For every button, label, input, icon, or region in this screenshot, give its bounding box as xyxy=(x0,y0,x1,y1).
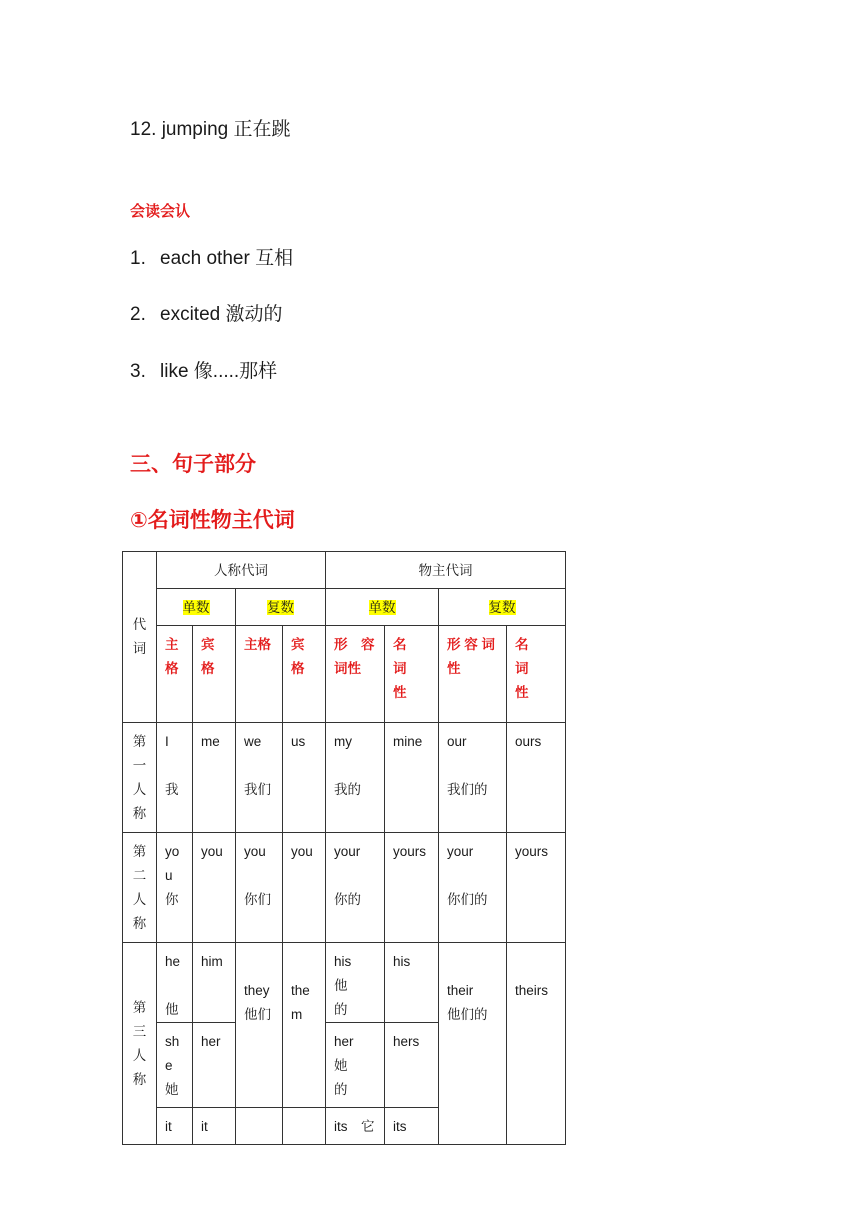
list-item-text: excited 激动的 xyxy=(160,304,283,325)
cell: my 我的 xyxy=(326,723,385,833)
vocab-item-12: 12. jumping 正在跳 xyxy=(130,119,291,140)
cell: our 我们的 xyxy=(439,723,507,833)
list-item-number: 1. xyxy=(130,248,146,269)
cell: hers xyxy=(385,1023,439,1108)
cell: he 他 xyxy=(157,943,193,1023)
cell: I 我 xyxy=(157,723,193,833)
header-subject: 主格 xyxy=(236,626,283,723)
header-subject: 主 格 xyxy=(157,626,193,723)
table-row xyxy=(123,723,566,833)
table-corner: 代 词 xyxy=(123,552,157,723)
cell: you xyxy=(283,833,326,943)
cell: your 你的 xyxy=(326,833,385,943)
cell: its 它 xyxy=(326,1108,385,1145)
header-singular: 单数 xyxy=(368,600,396,615)
list-item xyxy=(130,299,282,326)
table-row xyxy=(123,833,566,943)
cell: us xyxy=(283,723,326,833)
cell: ours xyxy=(507,723,566,833)
cell: its xyxy=(385,1108,439,1145)
cell: their 他们的 xyxy=(439,943,507,1145)
list-item-number: 2. xyxy=(130,304,146,325)
pronoun-table xyxy=(122,551,566,1145)
cell: mine xyxy=(385,723,439,833)
header-adjective: 形 容 词性 xyxy=(326,626,385,723)
cell: me xyxy=(193,723,236,833)
cell: yo u 你 xyxy=(157,833,193,943)
cell: it xyxy=(157,1108,193,1145)
cell: his xyxy=(385,943,439,1023)
section-tag: 会读会认 xyxy=(130,203,191,220)
row-label: 第 一 人 称 xyxy=(123,723,157,833)
cell: him xyxy=(193,943,236,1023)
section-heading: 三、句子部分 xyxy=(130,453,256,476)
header-plural: 复数 xyxy=(488,600,516,615)
cell: they 他们 xyxy=(236,943,283,1108)
header-possessive-pronoun: 物主代词 xyxy=(326,552,566,589)
cell: it xyxy=(193,1108,236,1145)
header-noun: 名 词 性 xyxy=(507,626,566,723)
cell: you xyxy=(193,833,236,943)
row-label: 第 二 人 称 xyxy=(123,833,157,943)
list-item-text: like 像.....那样 xyxy=(160,361,278,382)
cell: his 他 的 xyxy=(326,943,385,1023)
cell: her 她 的 xyxy=(326,1023,385,1108)
table-row xyxy=(123,943,566,1023)
cell: the m xyxy=(283,943,326,1108)
sub-heading: ①名词性物主代词 xyxy=(130,509,295,532)
cell: we 我们 xyxy=(236,723,283,833)
cell: yours xyxy=(507,833,566,943)
header-object: 宾 格 xyxy=(283,626,326,723)
row-label: 第 三 人 称 xyxy=(123,943,157,1145)
header-noun: 名 词 性 xyxy=(385,626,439,723)
list-item-number: 3. xyxy=(130,361,146,382)
cell: you 你们 xyxy=(236,833,283,943)
cell: her xyxy=(193,1023,236,1108)
header-singular: 单数 xyxy=(182,600,210,615)
cell: theirs xyxy=(507,943,566,1145)
header-adjective: 形 容 词 性 xyxy=(439,626,507,723)
cell: your 你们的 xyxy=(439,833,507,943)
header-plural: 复数 xyxy=(267,600,294,615)
cell: yours xyxy=(385,833,439,943)
header-object: 宾 格 xyxy=(193,626,236,723)
list-item xyxy=(130,356,277,383)
list-item xyxy=(130,243,293,270)
list-item-text: each other 互相 xyxy=(160,248,294,269)
header-personal-pronoun: 人称代词 xyxy=(157,552,326,589)
cell: sh e 她 xyxy=(157,1023,193,1108)
